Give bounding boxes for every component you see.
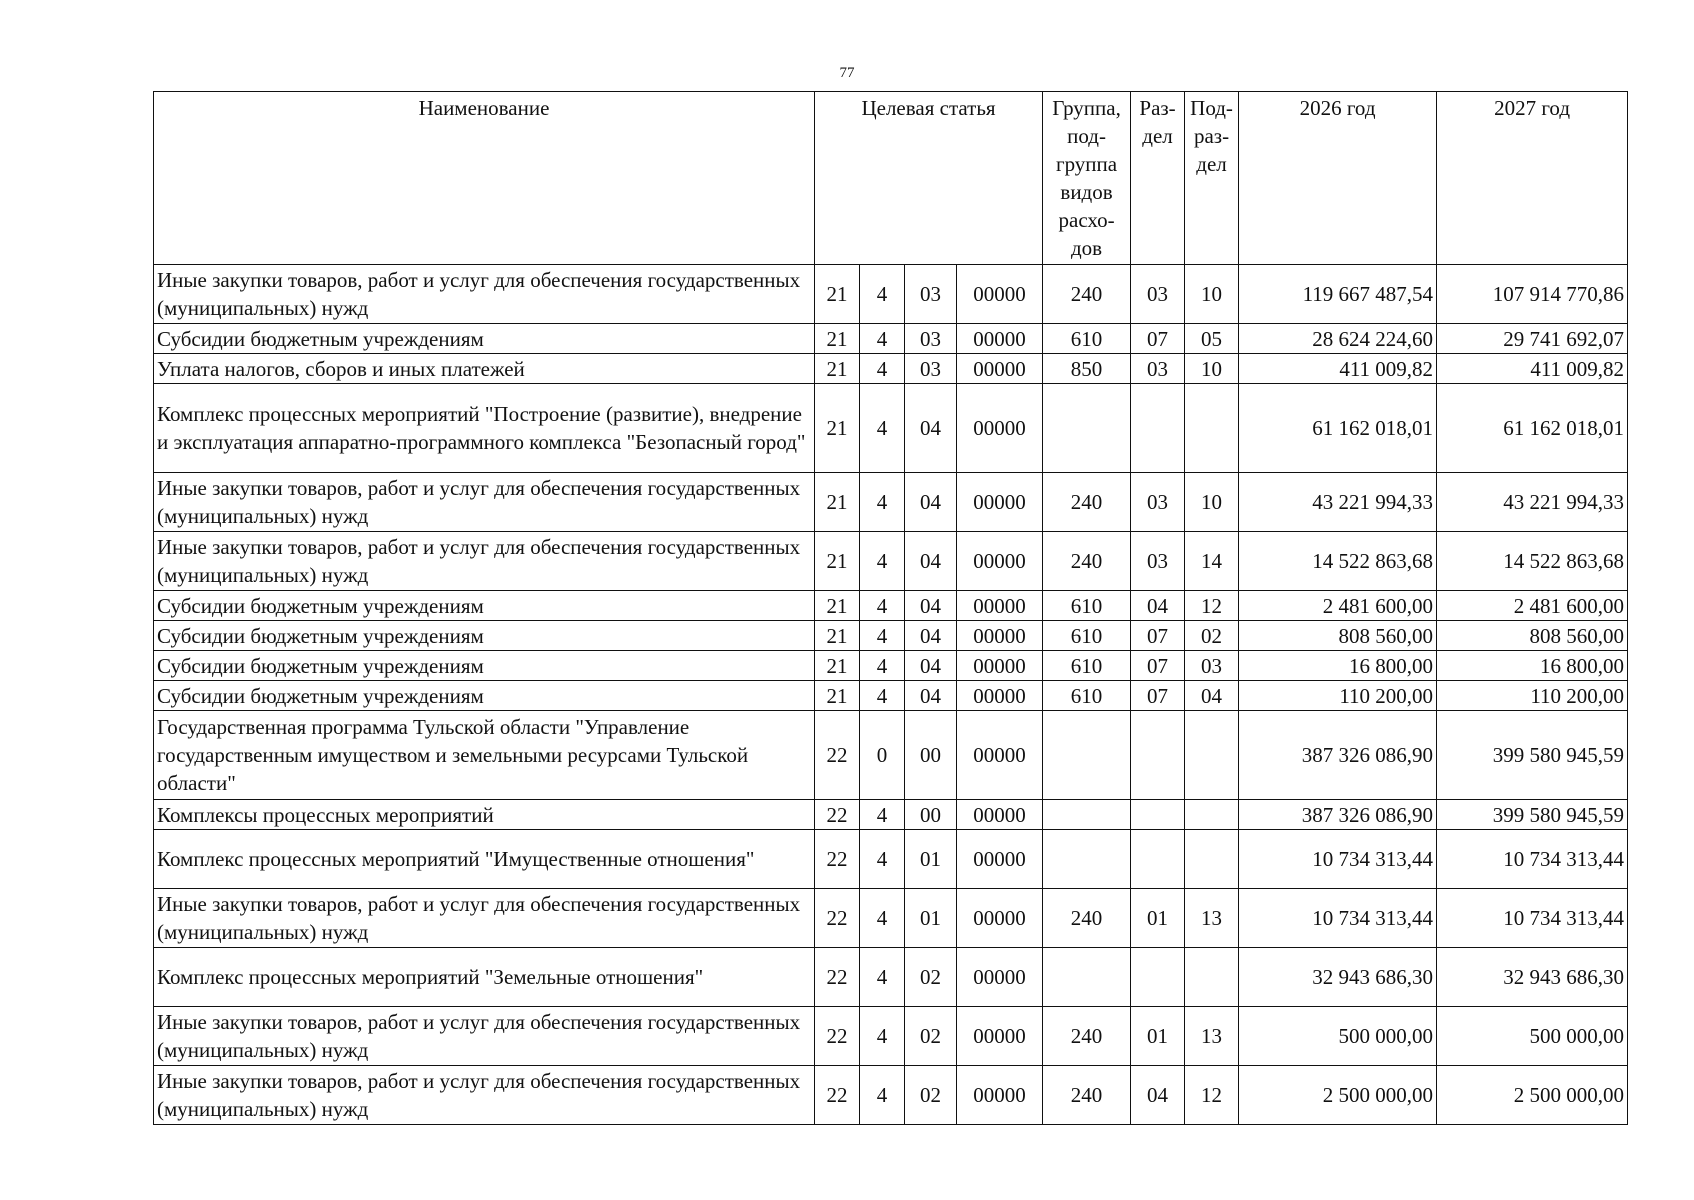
amount-2027: 43 221 994,33: [1437, 473, 1628, 532]
amount-2026: 14 522 863,68: [1239, 532, 1437, 591]
amount-2026: 119 667 487,54: [1239, 265, 1437, 324]
row-name: Иные закупки товаров, работ и услуг для обеспечения государственных (муниципальных) нужд: [154, 1066, 815, 1125]
target-article-direction: 00000: [957, 711, 1043, 800]
amount-2027: 32 943 686,30: [1437, 948, 1628, 1007]
header-expense-group: Группа, под- группа видов расхо- дов: [1043, 92, 1131, 265]
target-article-complex: 04: [905, 621, 957, 651]
target-article-type: 0: [860, 711, 905, 800]
target-article-complex: 00: [905, 800, 957, 830]
target-article-program: 21: [815, 532, 860, 591]
target-article-direction: 00000: [957, 830, 1043, 889]
expense-group: 240: [1043, 532, 1131, 591]
expense-group: 240: [1043, 889, 1131, 948]
amount-2027: 399 580 945,59: [1437, 711, 1628, 800]
target-article-program: 22: [815, 889, 860, 948]
amount-2026: 387 326 086,90: [1239, 711, 1437, 800]
target-article-type: 4: [860, 1007, 905, 1066]
row-name: Иные закупки товаров, работ и услуг для обеспечения государственных (муниципальных) нужд: [154, 889, 815, 948]
target-article-complex: 04: [905, 384, 957, 473]
table-row: [154, 948, 1628, 1007]
subsection: 13: [1185, 1007, 1239, 1066]
target-article-direction: 00000: [957, 473, 1043, 532]
amount-2026: 110 200,00: [1239, 681, 1437, 711]
amount-2027: 110 200,00: [1437, 681, 1628, 711]
section: 01: [1131, 1007, 1185, 1066]
amount-2027: 399 580 945,59: [1437, 800, 1628, 830]
expense-group: 610: [1043, 621, 1131, 651]
section: [1131, 711, 1185, 800]
expense-group: [1043, 948, 1131, 1007]
target-article-direction: 00000: [957, 1066, 1043, 1125]
target-article-direction: 00000: [957, 1007, 1043, 1066]
expense-group: 240: [1043, 1066, 1131, 1125]
amount-2026: 16 800,00: [1239, 651, 1437, 681]
amount-2027: 808 560,00: [1437, 621, 1628, 651]
expense-group: 240: [1043, 265, 1131, 324]
table-row: [154, 830, 1628, 889]
section: [1131, 384, 1185, 473]
target-article-program: 21: [815, 354, 860, 384]
target-article-direction: 00000: [957, 354, 1043, 384]
amount-2027: 16 800,00: [1437, 651, 1628, 681]
target-article-complex: 03: [905, 265, 957, 324]
expense-group: [1043, 384, 1131, 473]
target-article-program: 22: [815, 830, 860, 889]
amount-2026: 2 481 600,00: [1239, 591, 1437, 621]
expense-group: [1043, 800, 1131, 830]
target-article-type: 4: [860, 681, 905, 711]
target-article-program: 22: [815, 948, 860, 1007]
subsection: [1185, 800, 1239, 830]
header-year-2026: 2026 год: [1239, 92, 1437, 265]
subsection: [1185, 948, 1239, 1007]
table-row: [154, 324, 1628, 354]
table-row: [154, 384, 1628, 473]
amount-2027: 61 162 018,01: [1437, 384, 1628, 473]
expense-group: 610: [1043, 681, 1131, 711]
section: 07: [1131, 651, 1185, 681]
target-article-program: 21: [815, 473, 860, 532]
budget-table: [153, 91, 1628, 1125]
target-article-type: 4: [860, 354, 905, 384]
row-name: Иные закупки товаров, работ и услуг для обеспечения государственных (муниципальных) нужд: [154, 265, 815, 324]
target-article-program: 21: [815, 621, 860, 651]
target-article-type: 4: [860, 621, 905, 651]
target-article-complex: 01: [905, 889, 957, 948]
expense-group: [1043, 830, 1131, 889]
section: 03: [1131, 473, 1185, 532]
section: [1131, 948, 1185, 1007]
header-target-article: Целевая статья: [815, 92, 1043, 265]
target-article-complex: 04: [905, 681, 957, 711]
target-article-complex: 03: [905, 324, 957, 354]
target-article-complex: 02: [905, 948, 957, 1007]
section: 04: [1131, 591, 1185, 621]
expense-group: 610: [1043, 651, 1131, 681]
target-article-complex: 04: [905, 532, 957, 591]
target-article-direction: 00000: [957, 800, 1043, 830]
amount-2026: 411 009,82: [1239, 354, 1437, 384]
target-article-direction: 00000: [957, 651, 1043, 681]
target-article-direction: 00000: [957, 384, 1043, 473]
row-name: Комплекс процессных мероприятий "Земельные отношения": [154, 948, 815, 1007]
target-article-type: 4: [860, 473, 905, 532]
expense-group: 610: [1043, 591, 1131, 621]
amount-2026: 43 221 994,33: [1239, 473, 1437, 532]
target-article-type: 4: [860, 324, 905, 354]
amount-2027: 411 009,82: [1437, 354, 1628, 384]
target-article-program: 22: [815, 1007, 860, 1066]
header-subsection: Под- раз- дел: [1185, 92, 1239, 265]
subsection: 14: [1185, 532, 1239, 591]
section: [1131, 800, 1185, 830]
target-article-direction: 00000: [957, 324, 1043, 354]
amount-2027: 2 481 600,00: [1437, 591, 1628, 621]
expense-group: 850: [1043, 354, 1131, 384]
row-name: Комплекс процессных мероприятий "Построение (развитие), внедрение и эксплуатация аппаратно-программного комплекса "Безопасный город": [154, 384, 815, 473]
table-row: [154, 354, 1628, 384]
row-name: Иные закупки товаров, работ и услуг для обеспечения государственных (муниципальных) нужд: [154, 473, 815, 532]
subsection: 03: [1185, 651, 1239, 681]
section: 03: [1131, 354, 1185, 384]
amount-2027: 29 741 692,07: [1437, 324, 1628, 354]
section: [1131, 830, 1185, 889]
target-article-direction: 00000: [957, 889, 1043, 948]
target-article-type: 4: [860, 889, 905, 948]
subsection: [1185, 384, 1239, 473]
amount-2026: 387 326 086,90: [1239, 800, 1437, 830]
target-article-program: 21: [815, 681, 860, 711]
target-article-complex: 01: [905, 830, 957, 889]
table-row: [154, 265, 1628, 324]
amount-2026: 10 734 313,44: [1239, 830, 1437, 889]
table-row: [154, 1007, 1628, 1066]
target-article-type: 4: [860, 384, 905, 473]
target-article-complex: 04: [905, 591, 957, 621]
subsection: 13: [1185, 889, 1239, 948]
subsection: 12: [1185, 1066, 1239, 1125]
expense-group: 240: [1043, 473, 1131, 532]
amount-2027: 14 522 863,68: [1437, 532, 1628, 591]
row-name: Субсидии бюджетным учреждениям: [154, 681, 815, 711]
row-name: Уплата налогов, сборов и иных платежей: [154, 354, 815, 384]
section: 07: [1131, 681, 1185, 711]
amount-2026: 808 560,00: [1239, 621, 1437, 651]
target-article-program: 22: [815, 800, 860, 830]
section: 03: [1131, 265, 1185, 324]
subsection: 12: [1185, 591, 1239, 621]
amount-2027: 107 914 770,86: [1437, 265, 1628, 324]
target-article-direction: 00000: [957, 265, 1043, 324]
table-row: [154, 651, 1628, 681]
subsection: 10: [1185, 354, 1239, 384]
row-name: Субсидии бюджетным учреждениям: [154, 651, 815, 681]
target-article-complex: 00: [905, 711, 957, 800]
amount-2026: 32 943 686,30: [1239, 948, 1437, 1007]
target-article-program: 21: [815, 324, 860, 354]
target-article-type: 4: [860, 830, 905, 889]
table-row: [154, 1066, 1628, 1125]
target-article-direction: 00000: [957, 621, 1043, 651]
expense-group: [1043, 711, 1131, 800]
amount-2027: 500 000,00: [1437, 1007, 1628, 1066]
target-article-direction: 00000: [957, 591, 1043, 621]
table-row: [154, 621, 1628, 651]
section: 01: [1131, 889, 1185, 948]
target-article-type: 4: [860, 265, 905, 324]
row-name: Государственная программа Тульской области "Управление государственным имуществом и земельными ресурсами Тульской области": [154, 711, 815, 800]
target-article-complex: 02: [905, 1007, 957, 1066]
row-name: Иные закупки товаров, работ и услуг для обеспечения государственных (муниципальных) нужд: [154, 532, 815, 591]
target-article-type: 4: [860, 1066, 905, 1125]
table-header-row: [154, 92, 1628, 265]
amount-2026: 61 162 018,01: [1239, 384, 1437, 473]
target-article-program: 21: [815, 651, 860, 681]
subsection: 10: [1185, 265, 1239, 324]
target-article-direction: 00000: [957, 532, 1043, 591]
expense-group: 240: [1043, 1007, 1131, 1066]
target-article-type: 4: [860, 651, 905, 681]
target-article-type: 4: [860, 948, 905, 1007]
row-name: Иные закупки товаров, работ и услуг для обеспечения государственных (муниципальных) нужд: [154, 1007, 815, 1066]
amount-2026: 10 734 313,44: [1239, 889, 1437, 948]
target-article-complex: 04: [905, 473, 957, 532]
amount-2026: 500 000,00: [1239, 1007, 1437, 1066]
amount-2026: 28 624 224,60: [1239, 324, 1437, 354]
row-name: Комплексы процессных мероприятий: [154, 800, 815, 830]
header-name: Наименование: [154, 92, 815, 265]
table-row: [154, 711, 1628, 800]
table-row: [154, 591, 1628, 621]
target-article-type: 4: [860, 800, 905, 830]
section: 04: [1131, 1066, 1185, 1125]
subsection: 02: [1185, 621, 1239, 651]
target-article-direction: 00000: [957, 681, 1043, 711]
target-article-program: 21: [815, 591, 860, 621]
row-name: Комплекс процессных мероприятий "Имущественные отношения": [154, 830, 815, 889]
subsection: [1185, 830, 1239, 889]
row-name: Субсидии бюджетным учреждениям: [154, 591, 815, 621]
target-article-program: 22: [815, 711, 860, 800]
row-name: Субсидии бюджетным учреждениям: [154, 324, 815, 354]
table-row: [154, 800, 1628, 830]
amount-2026: 2 500 000,00: [1239, 1066, 1437, 1125]
amount-2027: 10 734 313,44: [1437, 830, 1628, 889]
target-article-type: 4: [860, 532, 905, 591]
section: 07: [1131, 621, 1185, 651]
header-year-2027: 2027 год: [1437, 92, 1628, 265]
target-article-program: 21: [815, 384, 860, 473]
table-row: [154, 681, 1628, 711]
target-article-program: 21: [815, 265, 860, 324]
subsection: 05: [1185, 324, 1239, 354]
section: 07: [1131, 324, 1185, 354]
target-article-complex: 03: [905, 354, 957, 384]
target-article-direction: 00000: [957, 948, 1043, 1007]
amount-2027: 10 734 313,44: [1437, 889, 1628, 948]
subsection: 04: [1185, 681, 1239, 711]
table-row: [154, 889, 1628, 948]
header-section: Раз- дел: [1131, 92, 1185, 265]
section: 03: [1131, 532, 1185, 591]
row-name: Субсидии бюджетным учреждениям: [154, 621, 815, 651]
table-row: [154, 473, 1628, 532]
table-body: [154, 265, 1628, 1125]
target-article-type: 4: [860, 591, 905, 621]
subsection: 10: [1185, 473, 1239, 532]
target-article-complex: 02: [905, 1066, 957, 1125]
target-article-program: 22: [815, 1066, 860, 1125]
amount-2027: 2 500 000,00: [1437, 1066, 1628, 1125]
target-article-complex: 04: [905, 651, 957, 681]
table-row: [154, 532, 1628, 591]
subsection: [1185, 711, 1239, 800]
expense-group: 610: [1043, 324, 1131, 354]
page-number: 77: [839, 65, 855, 81]
